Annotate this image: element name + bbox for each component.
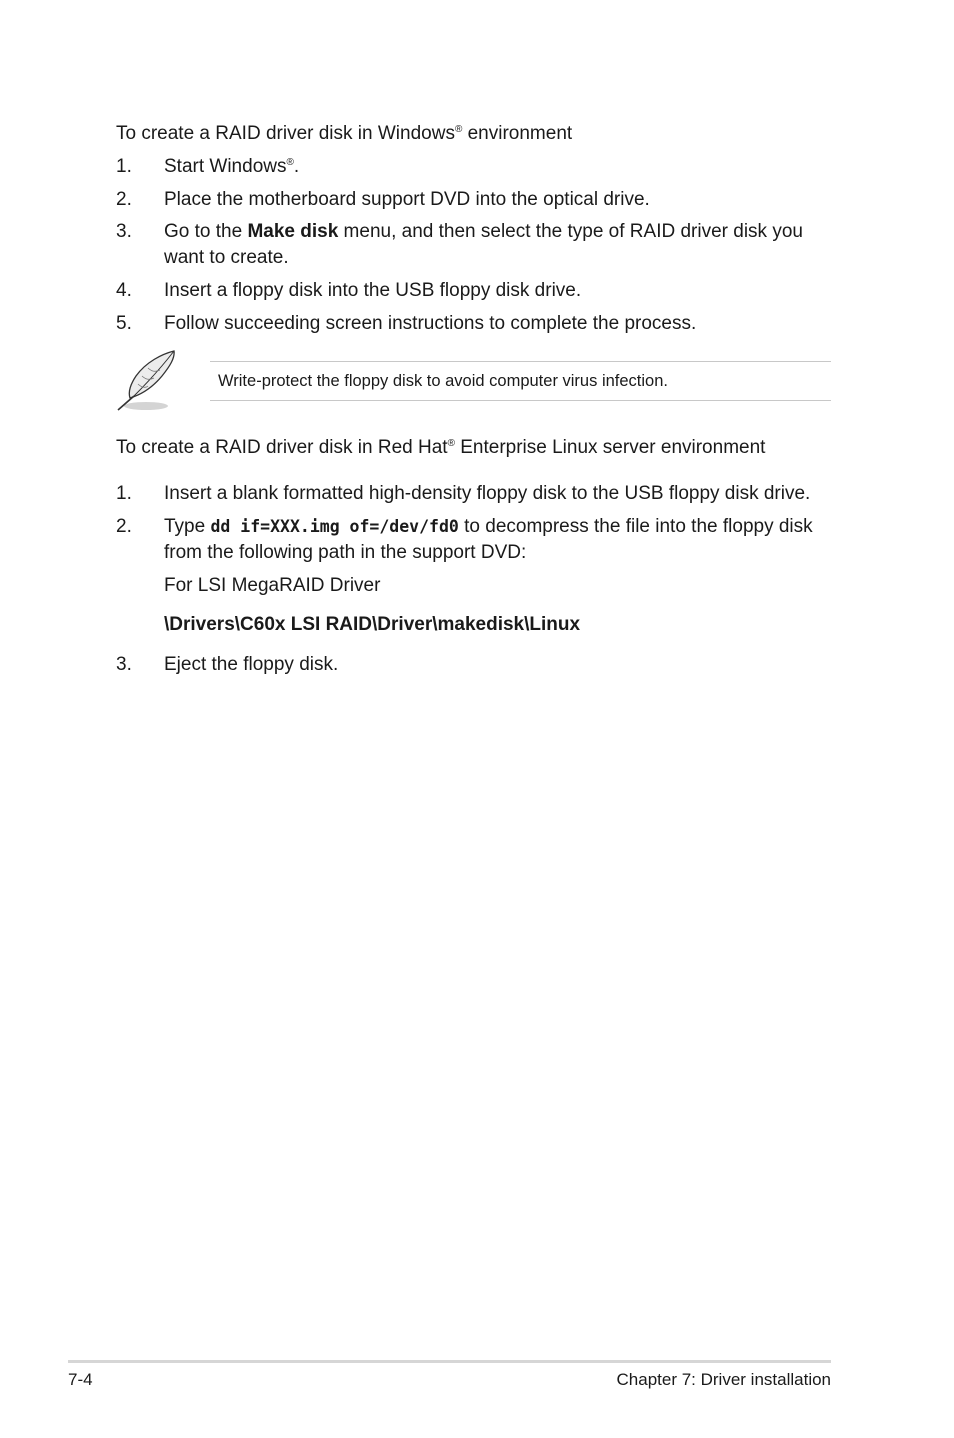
windows-step-5 — [116, 311, 832, 337]
windows-section-heading: To create a RAID driver disk in Windows® environment — [116, 123, 573, 144]
step-text: Insert a floppy disk into the USB floppy disk drive. — [164, 280, 582, 301]
windows-step-1: 1. Start Windows®. — [116, 154, 832, 180]
feather-quill-icon — [112, 348, 184, 414]
windows-step-4 — [116, 278, 832, 304]
step-text: Eject the floppy disk. — [164, 654, 339, 675]
windows-step-2 — [116, 187, 832, 213]
step-text: Insert a blank formatted high-density floppy disk to the USB floppy disk drive. — [164, 483, 811, 504]
step-number: 4. — [116, 280, 132, 301]
linux-section-heading: To create a RAID driver disk in Red Hat® Enterprise Linux server environment — [116, 437, 766, 458]
linux-step-3 — [116, 652, 832, 678]
chapter-title: Chapter 7: Driver installation — [616, 1370, 831, 1389]
step-text: Follow succeeding screen instructions to complete the process. — [164, 313, 697, 334]
step-number: 1. — [116, 156, 132, 177]
step-number: 5. — [116, 313, 132, 334]
step-number: 1. — [116, 483, 132, 504]
windows-step-3: 3. Go to the Make disk menu, and then select the type of RAID driver disk you want to create. — [116, 221, 803, 268]
command-text: dd if=XXX.img of=/dev/fd0 — [210, 517, 459, 536]
footer-divider — [68, 1360, 831, 1363]
step-number: 2. — [116, 516, 132, 537]
linux-step-1 — [116, 481, 832, 507]
driver-path: \Drivers\C60x LSI RAID\Driver\makedisk\Linux — [164, 614, 581, 635]
driver-label: For LSI MegaRAID Driver — [164, 575, 381, 596]
menu-name: Make disk — [247, 221, 339, 242]
linux-step-2: 2. Type dd if=XXX.img of=/dev/fd0 to decompress the file into the floppy disk from the following path in the support DVD: — [116, 516, 813, 563]
note-box — [210, 361, 831, 401]
step-number: 2. — [116, 189, 132, 210]
step-number: 3. — [116, 221, 132, 242]
page-number: 7-4 — [68, 1370, 93, 1389]
step-text: Place the motherboard support DVD into the optical drive. — [164, 189, 650, 210]
note-text: Write-protect the floppy disk to avoid computer virus infection. — [218, 372, 668, 390]
step-number: 3. — [116, 654, 132, 675]
